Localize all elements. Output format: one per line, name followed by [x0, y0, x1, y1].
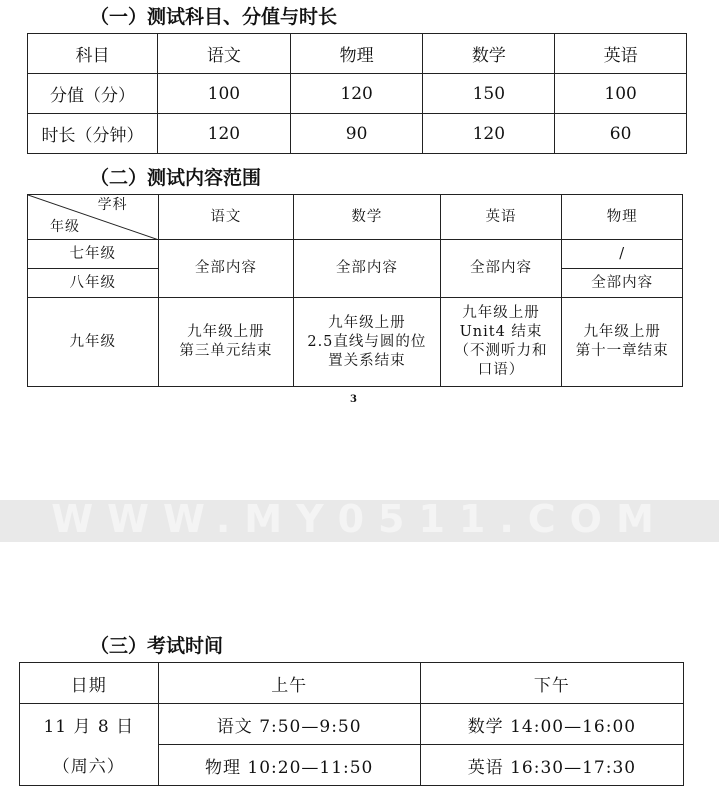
table-row [20, 704, 684, 745]
header-cell: 下午 [420, 663, 683, 704]
diagonal-header-cell [28, 195, 159, 240]
header-cell: 英语 [440, 195, 562, 240]
table-row [28, 240, 683, 269]
table-header-row [28, 34, 687, 74]
header-cell: 科目 [28, 34, 158, 74]
header-cell: 日期 [20, 663, 159, 704]
header-cell: 上午 [158, 663, 420, 704]
grade-label: 九年级 [28, 298, 159, 387]
header-cell: 物理 [562, 195, 683, 240]
weekday-cell: （周六） [20, 745, 159, 786]
table-cell: 100 [158, 74, 291, 114]
cell-line: 九年级上册 [328, 314, 406, 331]
cell-line: 置关系结束 [328, 352, 406, 369]
table-row [20, 745, 684, 786]
section3-title: （三）考试时间 [90, 635, 224, 657]
diagonal-line [28, 195, 159, 240]
table-cell [294, 298, 441, 387]
table-cell: 全部内容 [158, 240, 294, 298]
row-label: 时长（分钟） [28, 114, 158, 154]
grade-label: 七年级 [28, 240, 159, 269]
cell-line: 第十一章结束 [575, 343, 669, 359]
header-cell: 语文 [158, 34, 291, 74]
table-cell: / [562, 240, 683, 269]
corner-grade-label: 年级 [50, 219, 80, 235]
table-cell: 150 [423, 74, 555, 114]
header-cell: 数学 [294, 195, 441, 240]
header-cell: 英语 [555, 34, 687, 74]
page-number: 3 [350, 394, 357, 405]
table-cell: 数学 14:00—16:00 [420, 704, 683, 745]
cell-line: 九年级上册 [187, 324, 265, 340]
exam-schedule-table [19, 662, 684, 786]
table-cell: 60 [555, 114, 687, 154]
watermark: WWW.MY0511.COM [51, 497, 668, 541]
section1-title: （一）测试科目、分值与时长 [90, 6, 338, 28]
cell-line: 九年级上册 [583, 324, 661, 340]
grade-label: 八年级 [28, 269, 159, 298]
table-header-row [20, 663, 684, 704]
table-cell [440, 298, 562, 387]
cell-line: 九年级上册 [462, 305, 540, 321]
table-cell: 语文 7:50—9:50 [158, 704, 420, 745]
table-cell: 全部内容 [294, 240, 441, 298]
table-cell [158, 298, 294, 387]
subjects-table [27, 33, 687, 154]
cell-line: 口语） [477, 362, 525, 378]
section2-title: （二）测试内容范围 [90, 167, 262, 189]
content-scope-table [27, 194, 683, 387]
cell-line: 第三单元结束 [179, 343, 273, 359]
table-header-row [28, 195, 683, 240]
row-label: 分值（分） [28, 74, 158, 114]
header-cell: 物理 [290, 34, 423, 74]
cell-line: Unit4 结束 [459, 324, 543, 340]
date-cell: 11 月 8 日 [20, 704, 159, 745]
cell-line: 2.5直线与圆的位 [307, 333, 427, 350]
table-cell: 120 [290, 74, 423, 114]
table-cell: 全部内容 [562, 269, 683, 298]
table-cell: 物理 10:20—11:50 [158, 745, 420, 786]
table-row [28, 114, 687, 154]
table-row [28, 298, 683, 387]
table-cell: 英语 16:30—17:30 [420, 745, 683, 786]
table-cell: 120 [158, 114, 291, 154]
table-row [28, 74, 687, 114]
table-cell: 90 [290, 114, 423, 154]
cell-line: （不测听力和 [454, 343, 548, 359]
header-cell: 数学 [423, 34, 555, 74]
corner-subject-label: 学科 [97, 197, 128, 213]
table-cell [562, 298, 683, 387]
table-cell: 100 [555, 74, 687, 114]
table-cell: 全部内容 [440, 240, 562, 298]
header-cell: 语文 [158, 195, 294, 240]
table-cell: 120 [423, 114, 555, 154]
